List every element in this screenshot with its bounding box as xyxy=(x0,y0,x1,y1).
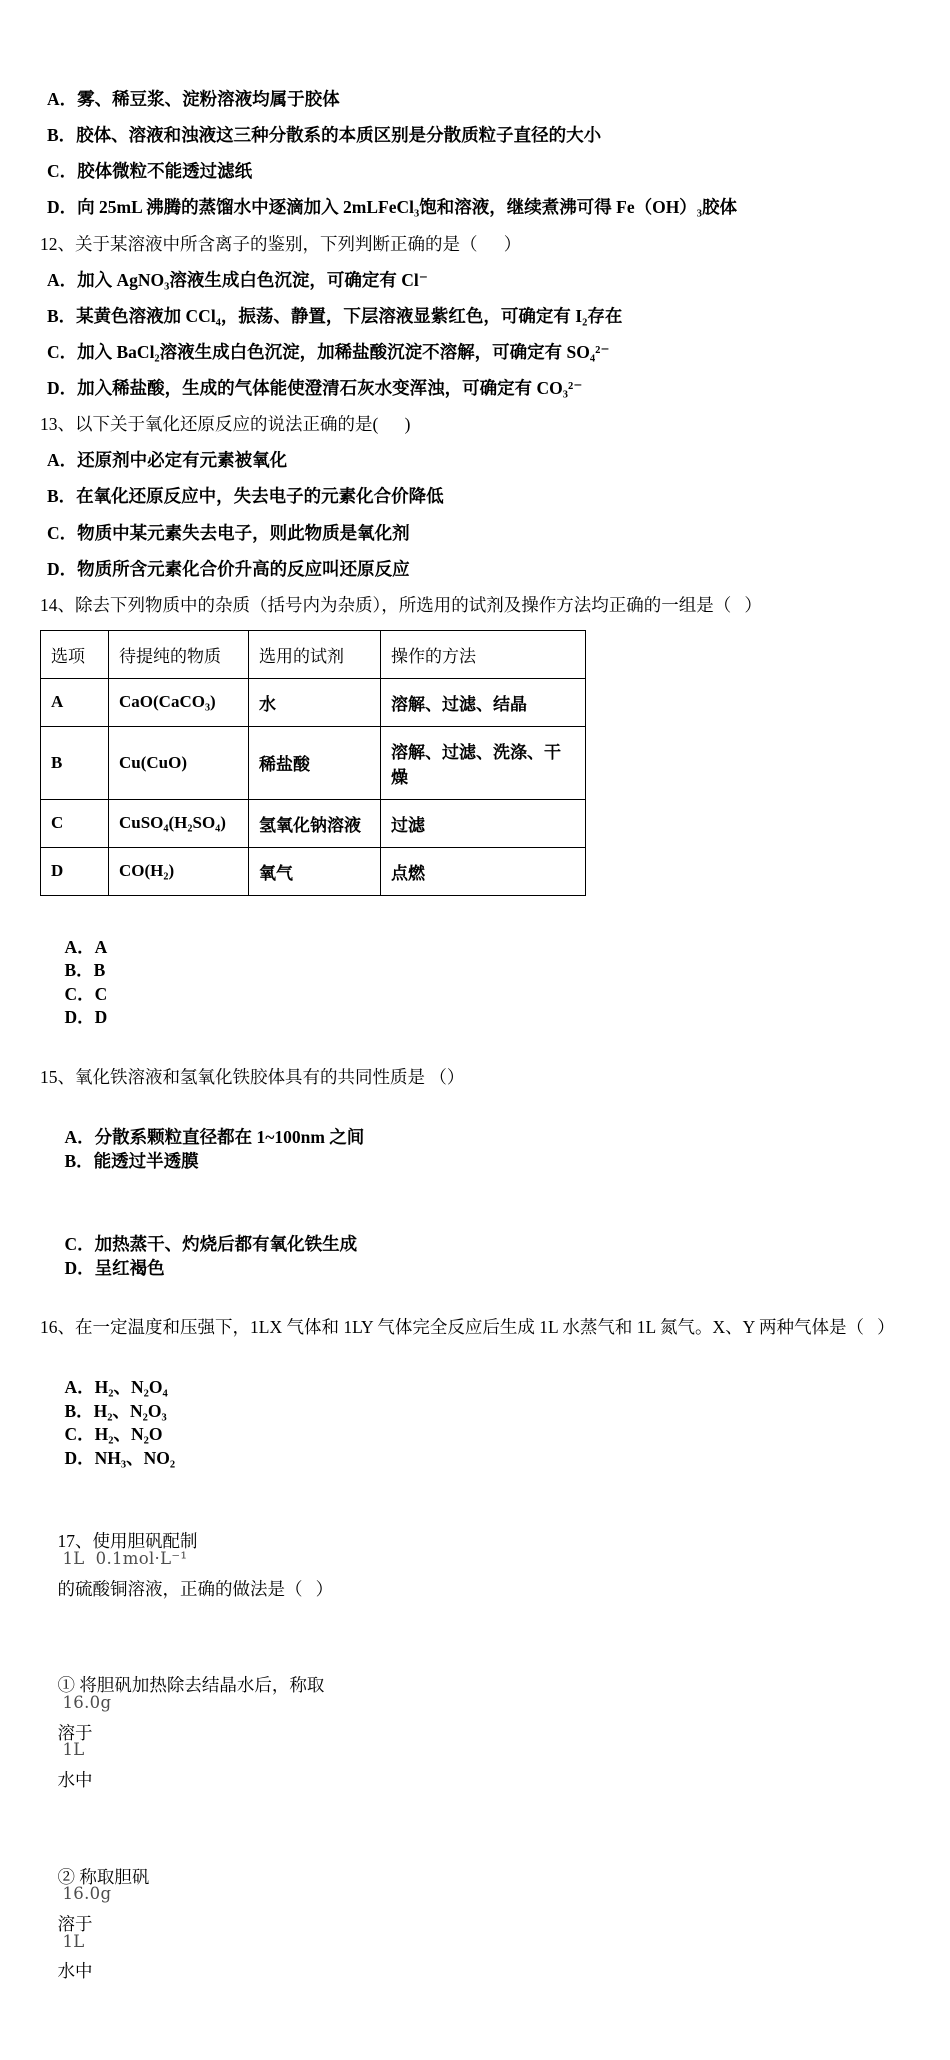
q17-step-1 xyxy=(40,1651,908,1816)
table-cell: 氧气 xyxy=(249,847,381,895)
q17-step2-mass: 16.0g xyxy=(62,1884,112,1904)
q16-option-c: C．H₂、N₂O xyxy=(64,1424,163,1445)
table-cell: 点燃 xyxy=(381,847,586,895)
q13-option-d: D．物质所含元素化合价升高的反应叫还原反应 xyxy=(47,558,410,579)
q15-option-d: D．呈红褐色 xyxy=(64,1257,165,1278)
table-cell: CO(H₂) xyxy=(109,847,249,895)
q15-option-c: C．加热蒸干、灼烧后都有氧化铁生成 xyxy=(64,1233,358,1254)
q15-option-a: A．分散系颗粒直径都在 1~100nm 之间 xyxy=(64,1126,365,1147)
table-row xyxy=(41,678,586,726)
table-row xyxy=(41,799,586,847)
q11-option-d: D．向 25mL 沸腾的蒸馏水中逐滴加入 2mLFeCl₃饱和溶液，继续煮沸可得 Fe（OH）₃胶体 xyxy=(47,197,738,218)
q14-answer-b: B．B xyxy=(64,960,106,981)
q12-option-c: C．加入 BaCl₂溶液生成白色沉淀，加稀盐酸沉淀不溶解，可确定有 SO₄²⁻ xyxy=(47,341,610,362)
q15-stem: 15、氧化铁溶液和氢氧化铁胶体具有的共同性质是 （） xyxy=(40,1067,465,1088)
table-cell: 稀盐酸 xyxy=(249,726,381,799)
q14-stem: 14、除去下列物质中的杂质（括号内为杂质），所选用的试剂及操作方法均正确的一组是（ ） xyxy=(40,594,762,615)
table-cell: CuSO₄(H₂SO₄) xyxy=(109,799,249,847)
q16-options-row xyxy=(40,1352,908,1494)
q17-concentration-formula: 1L 0.1mol·L⁻¹ xyxy=(62,1548,188,1568)
table-cell: 水 xyxy=(249,678,381,726)
table-cell: C xyxy=(41,799,109,847)
table-cell: 溶解、过滤、结晶 xyxy=(381,678,586,726)
q14-answer-c: C．C xyxy=(64,983,108,1004)
table-cell: 过滤 xyxy=(381,799,586,847)
q15-options-row-2 xyxy=(40,1209,908,1304)
q17-step-2 xyxy=(40,1842,908,2007)
q17-step1-volume: 1L xyxy=(62,1740,85,1760)
q16-stem: 16、在一定温度和压强下，1LX 气体和 1LY 气体完全反应后生成 1L 水蒸气和 1L 氮气。X、Y 两种气体是（ ） xyxy=(40,1317,895,1338)
q11-option-c: C．胶体微粒不能透过滤纸 xyxy=(47,161,253,182)
q14-answer-row xyxy=(40,912,908,1054)
q16-option-d: D．NH₃、NO₂ xyxy=(64,1447,176,1468)
table-header-reagent: 选用的试剂 xyxy=(249,630,381,678)
table-cell: D xyxy=(41,847,109,895)
q12-option-d: D．加入稀盐酸，生成的气体能使澄清石灰水变浑浊，可确定有 CO₃²⁻ xyxy=(47,378,583,398)
table-row xyxy=(41,726,586,799)
table-row xyxy=(41,847,586,895)
q14-purification-table xyxy=(40,630,586,896)
q17-step1-mid: 溶于 xyxy=(57,1722,93,1743)
q12-option-a: A．加入 AgNO₃溶液生成白色沉淀，可确定有 Cl⁻ xyxy=(47,269,429,290)
q15-options-row-1 xyxy=(40,1102,908,1197)
q15-option-b: B．能透过半透膜 xyxy=(64,1150,199,1171)
q17-step2-volume: 1L xyxy=(62,1931,85,1951)
q12-option-b: B．某黄色溶液加 CCl₄，振荡、静置，下层溶液显紫红色，可确定有 I₂存在 xyxy=(47,305,623,326)
q12-stem: 12、关于某溶液中所含离子的鉴别，下列判断正确的是（ ） xyxy=(40,233,522,254)
q17-step1-mass: 16.0g xyxy=(62,1693,112,1712)
q13-option-b: B．在氧化还原反应中，失去电子的元素化合价降低 xyxy=(47,486,444,507)
q11-option-b: B．胶体、溶液和浊液这三种分散系的本质区别是分散质粒子直径的大小 xyxy=(47,125,602,146)
table-header-row xyxy=(41,630,586,678)
q17-step1-prefix: ① 将胆矾加热除去结晶水后，称取 xyxy=(57,1675,325,1696)
table-cell: Cu(CuO) xyxy=(109,726,249,799)
q13-option-c: C．物质中某元素失去电子，则此物质是氧化剂 xyxy=(47,522,410,543)
q17-stem-suffix: 的硫酸铜溶液，正确的做法是（ ） xyxy=(57,1578,334,1599)
table-cell: B xyxy=(41,726,109,799)
q16-option-a: A．H₂、N₂O₄ xyxy=(64,1377,168,1397)
table-cell: CaO(CaCO₃) xyxy=(109,678,249,726)
table-header-method: 操作的方法 xyxy=(381,630,586,678)
q17-step1-suffix: 水中 xyxy=(57,1769,93,1790)
q14-answer-d: D．D xyxy=(64,1007,108,1028)
table-header-option: 选项 xyxy=(41,630,109,678)
table-cell: 溶解、过滤、洗涤、干燥 xyxy=(381,726,586,799)
table-cell: 氢氧化钠溶液 xyxy=(249,799,381,847)
table-header-substance: 待提纯的物质 xyxy=(109,630,249,678)
q17-stem-prefix: 17、使用胆矾配制 xyxy=(57,1531,198,1552)
q17-step2-suffix: 水中 xyxy=(57,1961,93,1982)
q13-stem: 13、以下关于氧化还原反应的说法正确的是( ) xyxy=(40,414,411,435)
q11-option-a: A．雾、稀豆浆、淀粉溶液均属于胶体 xyxy=(47,89,340,109)
q13-option-a: A．还原剂中必定有元素被氧化 xyxy=(47,450,288,471)
q14-answer-a: A．A xyxy=(64,936,108,957)
table-cell: A xyxy=(41,678,109,726)
q16-option-b: B．H₂、N₂O₃ xyxy=(64,1400,167,1421)
q17-step2-prefix: ② 称取胆矾 xyxy=(57,1866,150,1887)
q17-step2-mid: 溶于 xyxy=(57,1914,93,1934)
q17-stem xyxy=(40,1507,908,1625)
